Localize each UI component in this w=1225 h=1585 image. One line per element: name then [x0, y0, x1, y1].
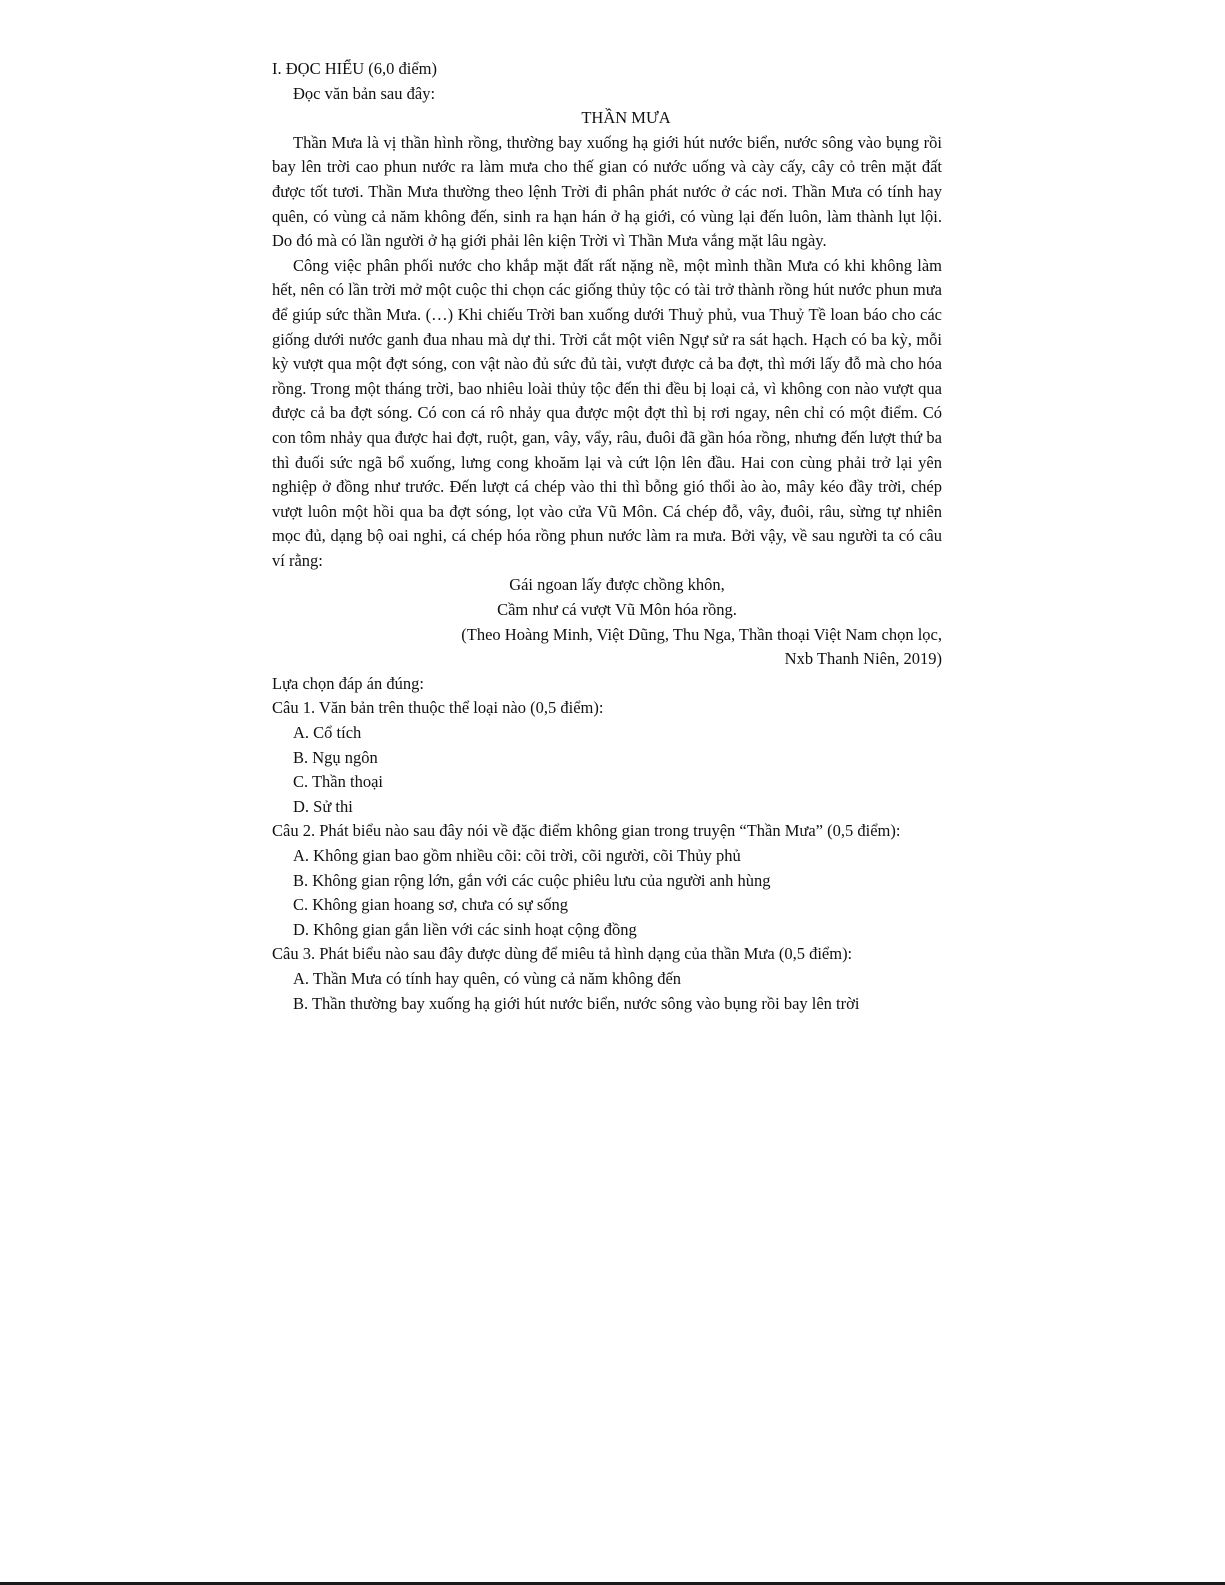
question-3: Câu 3. Phát biểu nào sau đây được dùng để miêu tả hình dạng của thần Mưa (0,5 điểm):	[272, 944, 853, 964]
story-paragraph-2: Công việc phân phối nước cho khắp mặt đất rất nặng nề, một mình thần Mưa có khi không làm hết, nên có lần trời mở một cuộc thi chọn các giống thủy tộc có tài trở thành rồng hút nước phun mưa để giúp sức thần Mưa. (…) Khi chiếu Trời ban xuống dưới Thuỷ phủ, vua Thuỷ Tề loan báo cho các giống dưới nước ganh đua nhau mà dự thi. Trời cắt một viên Ngự sử ra sát hạch. Hạch có ba kỳ, mỗi kỳ vượt qua một đợt sóng, con vật nào đủ sức đủ tài, vượt được cả ba đợt, thì mới lấy đỗ mà cho hóa rồng. Trong một tháng trời, bao nhiêu loài thủy tộc đến thi đều bị loại cả, vì không con nào vượt qua được cả ba đợt sóng. Có con cá rô nhảy qua được một đợt thì bị rơi ngay, nên chỉ có một điểm. Có con tôm nhảy qua được hai đợt, ruột, gan, vây, vẩy, râu, đuôi đã gần hóa rồng, nhưng đến lượt thứ ba thì đuối sức ngã bổ xuống, lưng cong khoăm lại và cứt lộn lên đầu. Hai con cùng phải trở lại yên nghiệp ở đồng như trước. Đến lượt cá chép vào thi thì bỗng gió thổi ào ào, mây kéo đầy trời, chép vượt luôn một hồi qua ba đợt sóng, lọt vào cửa Vũ Môn. Cá chép đỗ, vây, đuôi, râu, sừng tự nhiên mọc đủ, dạng bộ oai nghi, cá chép hóa rồng phun nước làm ra mưa. Bởi vậy, về sau người ta có câu ví rằng:	[272, 255, 942, 570]
verse-line-2: Cầm như cá vượt Vũ Môn hóa rồng.	[497, 600, 737, 620]
question-2-option-c: C. Không gian hoang sơ, chưa có sự sống	[293, 895, 568, 915]
question-1-option-a: A. Cổ tích	[293, 723, 362, 743]
question-2-option-d: D. Không gian gắn liền với các sinh hoạt cộng đồng	[293, 919, 637, 939]
question-2-option-a: A. Không gian bao gồm nhiều cõi: cõi trời, cõi người, cõi Thủy phủ	[293, 846, 741, 865]
source-citation-line-1: (Theo Hoàng Minh, Việt Dũng, Thu Nga, Thần thoại Việt Nam chọn lọc,	[461, 624, 942, 644]
story-title: THẦN MƯA	[581, 108, 671, 128]
reading-instruction: Đọc văn bản sau đây:	[293, 83, 436, 103]
choose-prompt: Lựa chọn đáp án đúng:	[272, 673, 424, 693]
section-heading: I. ĐỌC HIỂU (6,0 điểm)	[272, 59, 437, 78]
question-1-option-c: C. Thần thoại	[293, 772, 383, 792]
verse-line-1: Gái ngoan lấy được chồng khôn,	[509, 575, 725, 595]
question-2-option-b: B. Không gian rộng lớn, gắn với các cuộc phiêu lưu của người anh hùng	[293, 870, 771, 890]
question-1-option-b: B. Ngụ ngôn	[293, 747, 378, 767]
question-2: Câu 2. Phát biểu nào sau đây nói về đặc điểm không gian trong truyện “Thần Mưa” (0,5 điểm):	[272, 821, 901, 841]
story-paragraph-1: Thần Mưa là vị thần hình rồng, thường bay xuống hạ giới hút nước biển, nước sông vào bụng rồi bay lên trời cao phun nước ra làm mưa cho thế gian có nước uống và cày cấy, cây cỏ trên mặt đất được tốt tươi. Thần Mưa thường theo lệnh Trời đi phân phát nước ở các nơi. Thần Mưa có tính hay quên, có vùng cả năm không đến, sinh ra hạn hán ở hạ giới, có vùng lại đến luôn, làm thành lụt lội. Do đó mà có lần người ở hạ giới phải lên kiện Trời vì Thần Mưa vắng mặt lâu ngày.	[272, 132, 942, 251]
exam-page	[272, 57, 942, 1016]
source-citation-line-2: Nxb Thanh Niên, 2019)	[784, 649, 942, 669]
question-3-option-a: A. Thần Mưa có tính hay quên, có vùng cả năm không đến	[293, 968, 682, 988]
question-3-option-b: B. Thần thường bay xuống hạ giới hút nước biển, nước sông vào bụng rồi bay lên trời	[293, 993, 860, 1013]
question-1-option-d: D. Sử thi	[293, 796, 353, 816]
question-1: Câu 1. Văn bản trên thuộc thể loại nào (0,5 điểm):	[272, 698, 604, 718]
